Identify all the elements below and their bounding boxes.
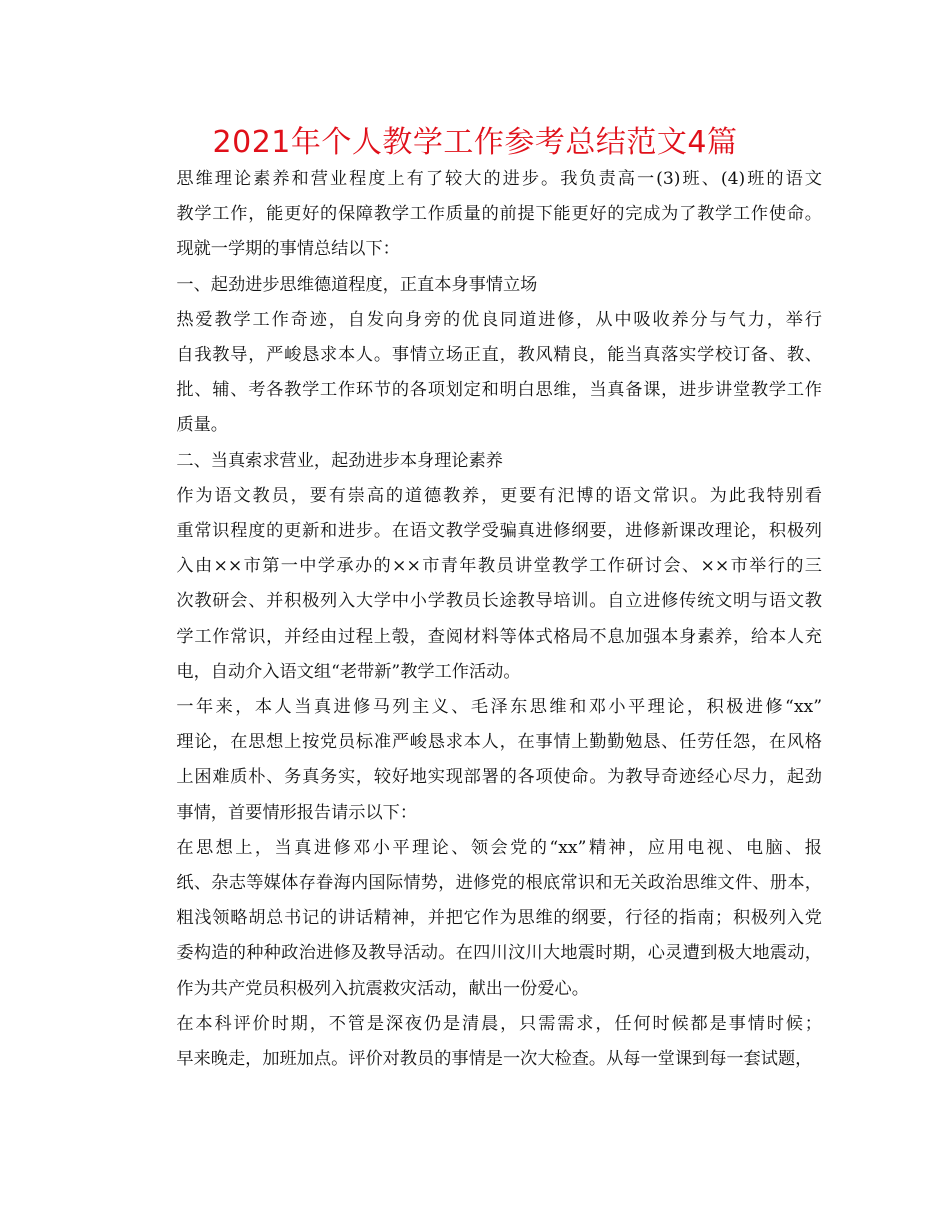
paragraph-line: 电，自动介入语文组“老带新”教学工作活动。 xyxy=(176,661,521,682)
paragraph xyxy=(142,444,822,479)
paragraph xyxy=(142,690,822,831)
document-body xyxy=(142,162,822,1077)
paragraph-line: 早来晚走，加班加点。评价对教员的事情是一次大检查。从每一堂课到每一套试题， xyxy=(176,1049,813,1070)
paragraph-line: 事情，首要情形报告请示以下： xyxy=(176,802,418,823)
paragraph-line: 思维理论素养和营业程度上有了较大的进步。我负责高一(3)班、(4)班的语文 xyxy=(176,169,822,189)
paragraph xyxy=(142,479,822,690)
paragraph-line: 上困难质朴、务真务实，较好地实现部署的各项使命。为教导奇迹经心尽力，起劲 xyxy=(176,767,822,788)
paragraph-line: 现就一学期的事情总结以下： xyxy=(176,239,400,260)
paragraph-line: 自我教导，严峻恳求本人。事情立场正直，教风精良，能当真落实学校订备、教、 xyxy=(176,345,822,366)
document-title: 2021年个人教学工作参考总结范文4篇 xyxy=(212,125,738,160)
paragraph-line: 一年来，本人当真进修马列主义、毛泽东思维和邓小平理论，积极进修“xx” xyxy=(176,697,822,718)
paragraph xyxy=(142,162,822,268)
paragraph-line: 学工作常识，并经由过程上彀，查阅材料等体式格局不息加强本身素养，给本人充 xyxy=(176,626,822,647)
paragraph-line: 教学工作，能更好的保障教学工作质量的前提下能更好的完成为了教学工作使命。 xyxy=(176,204,822,225)
paragraph-line: 作为共产党员积极列入抗震救灾活动，献出一份爱心。 xyxy=(176,978,589,999)
paragraph xyxy=(142,831,822,1007)
paragraph-line: 作为语文教员，要有崇高的道德教养，更要有汜博的语文常识。为此我特别看 xyxy=(176,485,822,506)
paragraph-line: 粗浅领略胡总书记的讲话精神，并把它作为思维的纲要，行径的指南；积极列入党 xyxy=(176,908,822,929)
paragraph-line: 入由××市第一中学承办的××市青年教员讲堂教学工作研讨会、××市举行的三 xyxy=(176,556,822,577)
paragraph xyxy=(142,1007,822,1077)
paragraph-line: 委构造的种种政治进修及教导活动。在四川汶川大地震时期，心灵遭到极大地震动， xyxy=(176,943,822,964)
paragraph-line: 重常识程度的更新和进步。在语文教学受骗真进修纲要，进修新课改理论，积极列 xyxy=(176,521,822,542)
paragraph xyxy=(142,303,822,444)
paragraph-line: 二、当真索求营业，起劲进步本身理论素养 xyxy=(176,450,503,471)
paragraph-line: 理论，在思想上按党员标准严峻恳求本人，在事情上勤勤勉恳、任劳任怨，在风格 xyxy=(176,732,822,753)
paragraph-line: 一、起劲进步思维德道程度，正直本身事情立场 xyxy=(176,274,538,295)
paragraph-line: 纸、杂志等媒体存眷海内国际情势，进修党的根底常识和无关政治思维文件、册本， xyxy=(176,873,822,894)
paragraph-line: 热爱教学工作奇迹，自发向身旁的优良同道进修，从中吸收养分与气力，举行 xyxy=(176,309,822,330)
paragraph xyxy=(142,268,822,303)
paragraph-line: 批、辅、考各教学工作环节的各项划定和明白思维，当真备课，进步讲堂教学工作 xyxy=(176,380,822,401)
paragraph-line: 次教研会、并积极列入大学中小学教员长途教导培训。自立进修传统文明与语文教 xyxy=(176,591,822,612)
paragraph-line: 在思想上，当真进修邓小平理论、领会党的“xx”精神，应用电视、电脑、报 xyxy=(176,837,822,858)
paragraph-line: 在本科评价时期，不管是深夜仍是清晨，只需需求，任何时候都是事情时候； xyxy=(176,1013,822,1034)
paragraph-line: 质量。 xyxy=(176,415,228,436)
